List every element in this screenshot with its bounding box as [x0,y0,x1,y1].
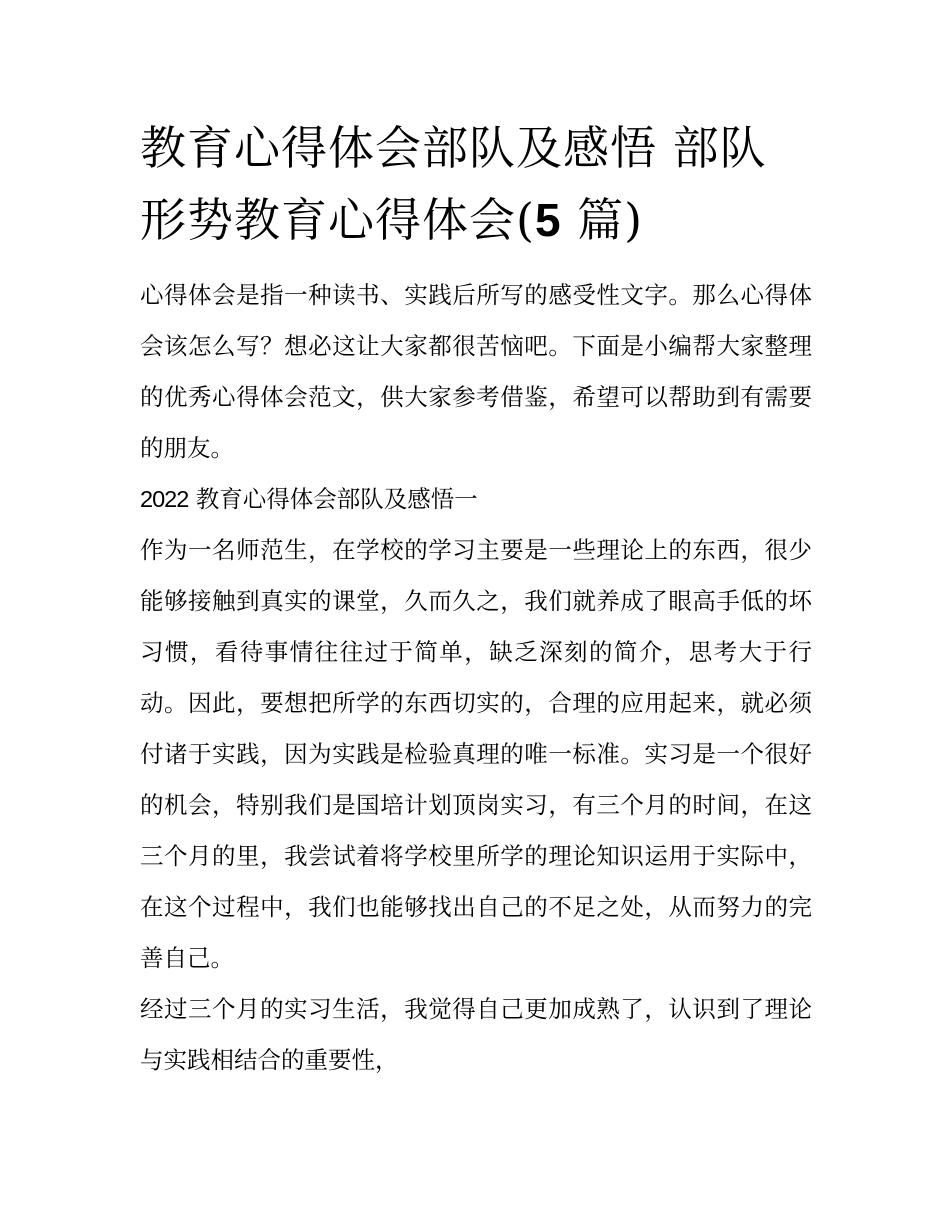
intro-paragraph: 心得体会是指一种读书、实践后所写的感受性文字。那么心得体会该怎么写？想必这让大家都很苦恼吧。下面是小编帮大家整理的优秀心得体会范文，供大家参考借鉴，希望可以帮助到有需要的朋友。 [140,281,812,462]
body-paragraph-1: 作为一名师范生，在学校的学习主要是一些理论上的东西，很少能够接触到真实的课堂，久而久之，我们就养成了眼高手低的坏习惯，看待事情往往过于简单，缺乏深刻的简介，思考大于行动。因此，要想把所学的东西切实的，合理的应用起来，就必须付诸于实践，因为实践是检验真理的唯一标准。实习是一个很好的机会，特别我们是国培计划顶岗实习，有三个月的时间，在这三个月的里，我尝试着将学校里所学的理论知识运用于实际中，在这个过程中，我们也能够找出自己的不足之处，从而努力的完善自己。 [140,536,812,972]
title-count: 5 [534,194,562,246]
body-paragraph-2: 经过三个月的实习生活，我觉得自己更加成熟了，认识到了理论与实践相结合的重要性， [140,995,812,1074]
title-text-part2: 篇) [561,193,644,247]
title-text-part1: 教育心得体会部队及感悟 部队形势教育心得体会( [140,121,767,247]
document-page [140,112,812,1086]
section-heading-year: 2022 [140,486,189,512]
section-heading-text: 教育心得体会部队及感悟一 [188,485,478,513]
section-heading [140,474,812,525]
document-title [140,112,812,256]
